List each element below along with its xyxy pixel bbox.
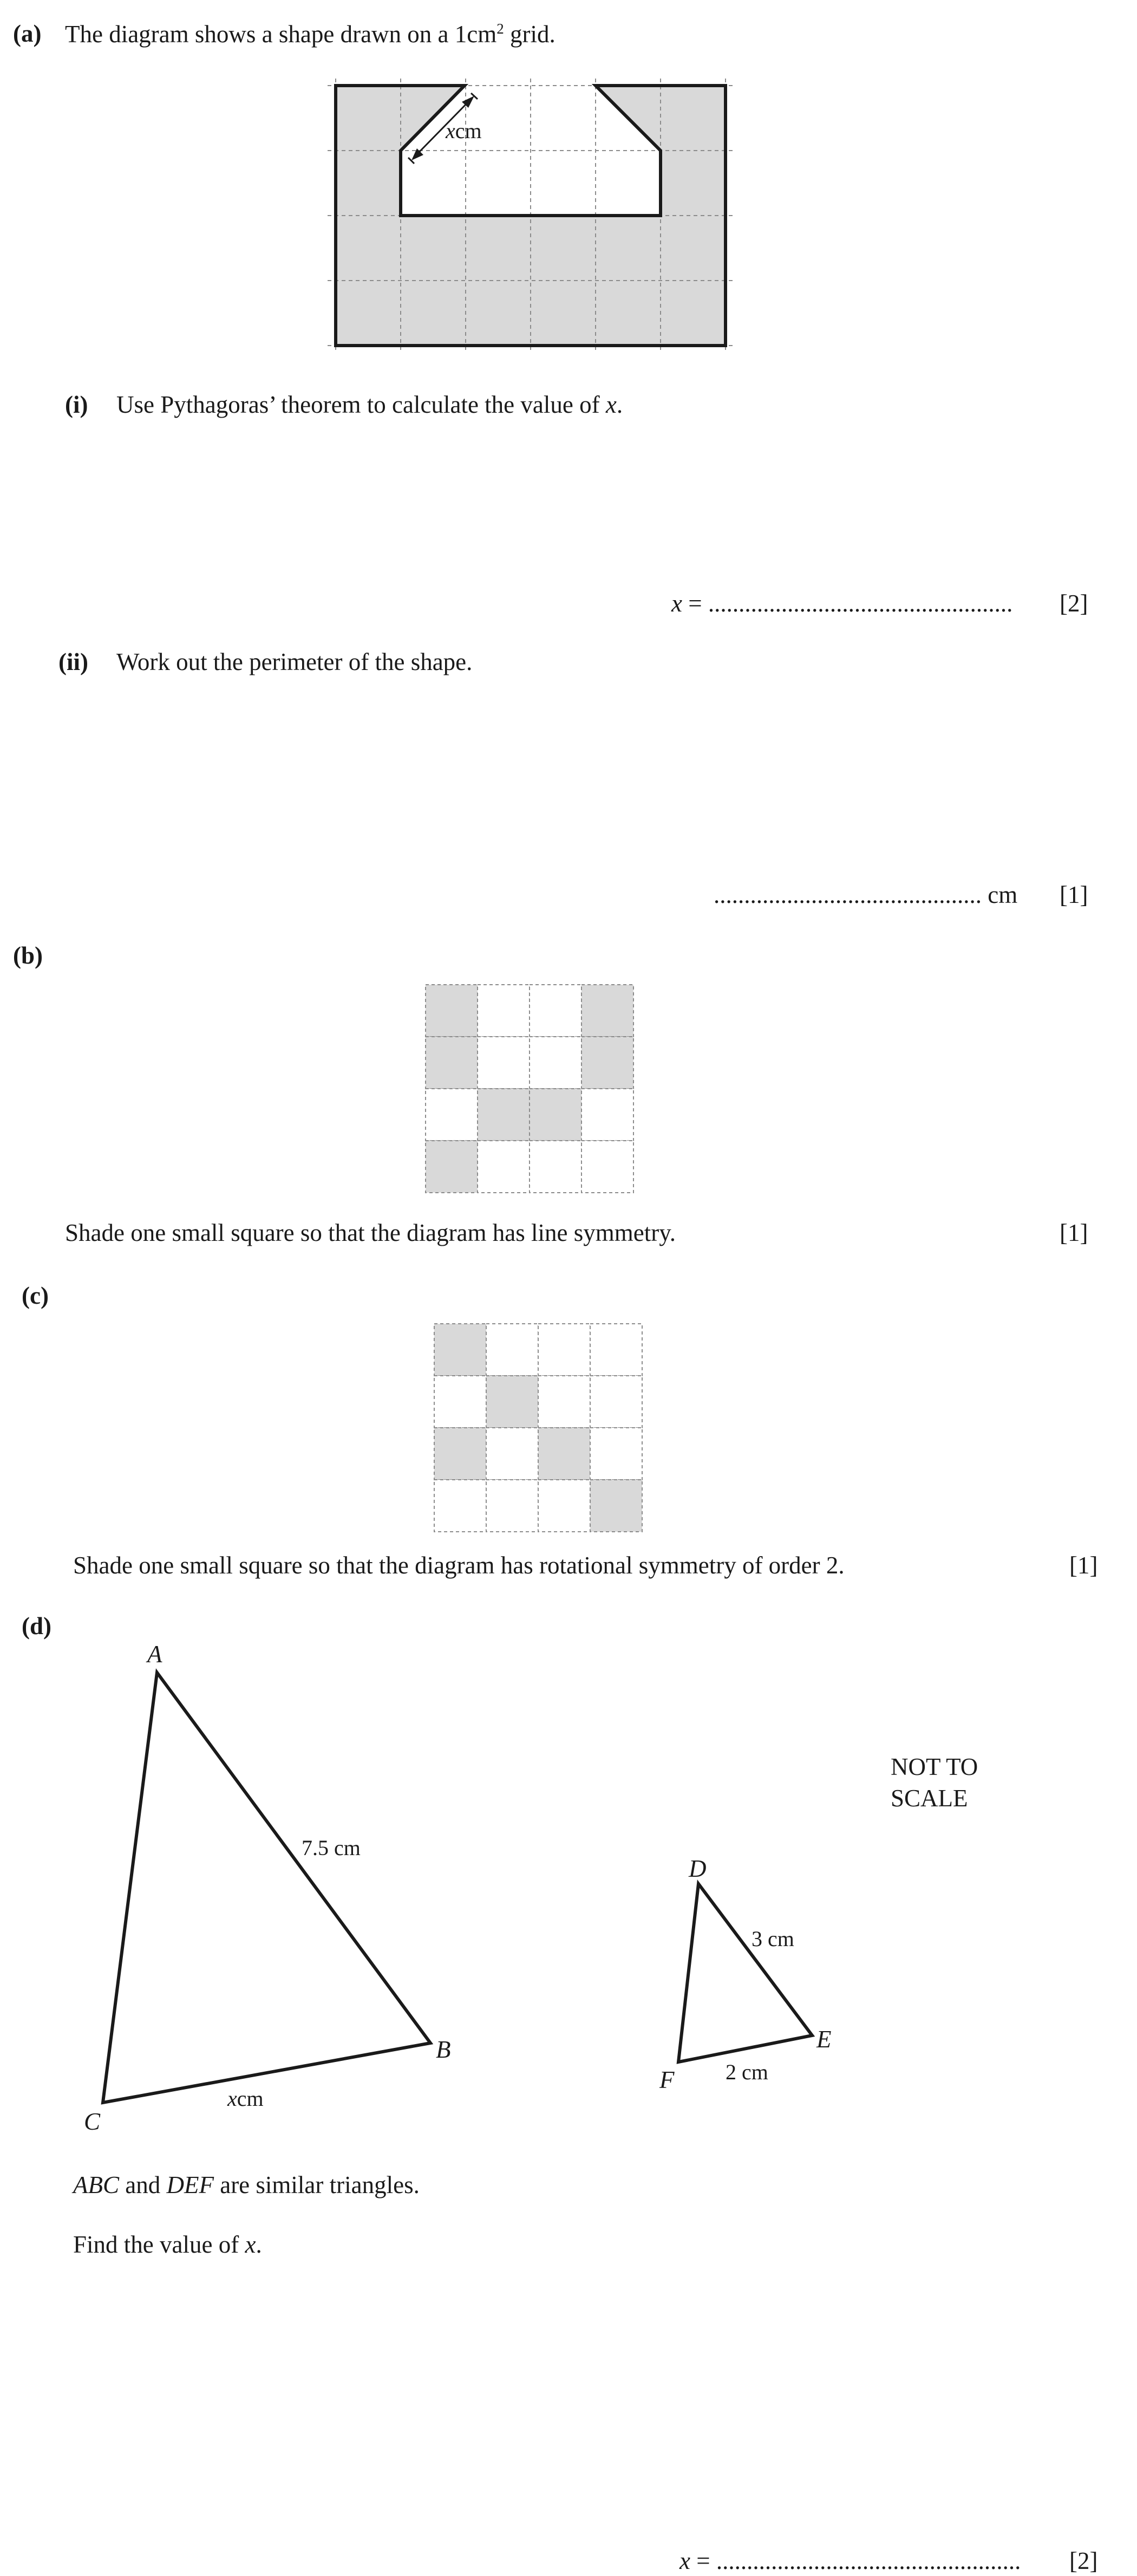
answer-var: x [671, 590, 682, 617]
side-cb-label [227, 2088, 264, 2110]
part-d-question [73, 2233, 262, 2257]
vertex-f: F [659, 2066, 675, 2093]
part-c-label: (c) [22, 1282, 49, 1309]
find-var: x [245, 2231, 256, 2258]
answer-dots: .................................................. [716, 2547, 1021, 2574]
part-a-intro-end: grid. [504, 21, 556, 48]
side-cb-var: x [227, 2086, 237, 2111]
part-a-ii-label: (ii) [58, 648, 88, 675]
triangle-def [678, 1884, 812, 2062]
diagram-x-var: x [446, 119, 455, 143]
part-c-question: Shade one small square so that the diagram has rotational symmetry of order 2. [73, 1552, 845, 1579]
answer-dots: ............................................ [714, 881, 982, 908]
vertex-d: D [689, 1855, 707, 1882]
unit-base: 1cm [454, 21, 497, 48]
answer-unit: cm [988, 881, 1018, 908]
part-d-answer-line[interactable] [679, 2549, 1021, 2573]
find-text: Find the value of [73, 2231, 245, 2258]
part-b-marks: [1] [1060, 1219, 1088, 1246]
side-cb-unit: cm [237, 2086, 264, 2111]
part-a-i-end: . [616, 391, 623, 418]
unit-exponent: 2 [496, 21, 504, 37]
similar-triangles-statement [73, 2173, 420, 2197]
part-b-question: Shade one small square so that the diagram has line symmetry. [65, 1219, 676, 1246]
vertex-b: B [436, 2036, 451, 2063]
part-a-i-var: x [605, 391, 617, 418]
side-de-label: 3 cm [752, 1927, 794, 1951]
vertex-c: C [84, 2108, 101, 2135]
answer-dots: .................................................. [708, 590, 1013, 617]
statement-end: are similar triangles. [213, 2171, 420, 2198]
not-to-scale-line1: NOT TO [891, 1753, 978, 1780]
side-fe-label: 2 cm [726, 2060, 768, 2084]
triangle-abc [103, 1673, 430, 2103]
part-a-i-text: Use Pythagoras’ theorem to calculate the value of [116, 391, 606, 418]
part-d-label: (d) [22, 1612, 51, 1640]
part-b-label: (b) [13, 942, 43, 969]
part-d-marks: [2] [1069, 2547, 1098, 2574]
part-a-label: (a) [13, 20, 42, 47]
answer-eq: = [690, 2547, 716, 2574]
statement-and: and [119, 2171, 167, 2198]
side-ab-label: 7.5 cm [302, 1836, 361, 1860]
part-a-intro-text: The diagram shows a shape drawn on a [65, 21, 455, 48]
part-c-marks: [1] [1069, 1552, 1098, 1579]
vertex-a: A [147, 1641, 162, 1668]
answer-var: x [679, 2547, 690, 2574]
part-a-i-label: (i) [65, 391, 88, 418]
part-a-ii-marks: [1] [1060, 881, 1088, 908]
diagram-x-unit: cm [455, 119, 482, 143]
part-a-i-marks: [2] [1060, 590, 1088, 617]
part-a-ii-question: Work out the perimeter of the shape. [116, 648, 473, 675]
triangle-name-abc: ABC [73, 2171, 119, 2198]
vertex-e: E [816, 2026, 832, 2053]
triangle-name-def: DEF [166, 2171, 214, 2198]
not-to-scale-line2: SCALE [891, 1785, 968, 1812]
answer-eq: = [682, 590, 708, 617]
find-end: . [256, 2231, 262, 2258]
